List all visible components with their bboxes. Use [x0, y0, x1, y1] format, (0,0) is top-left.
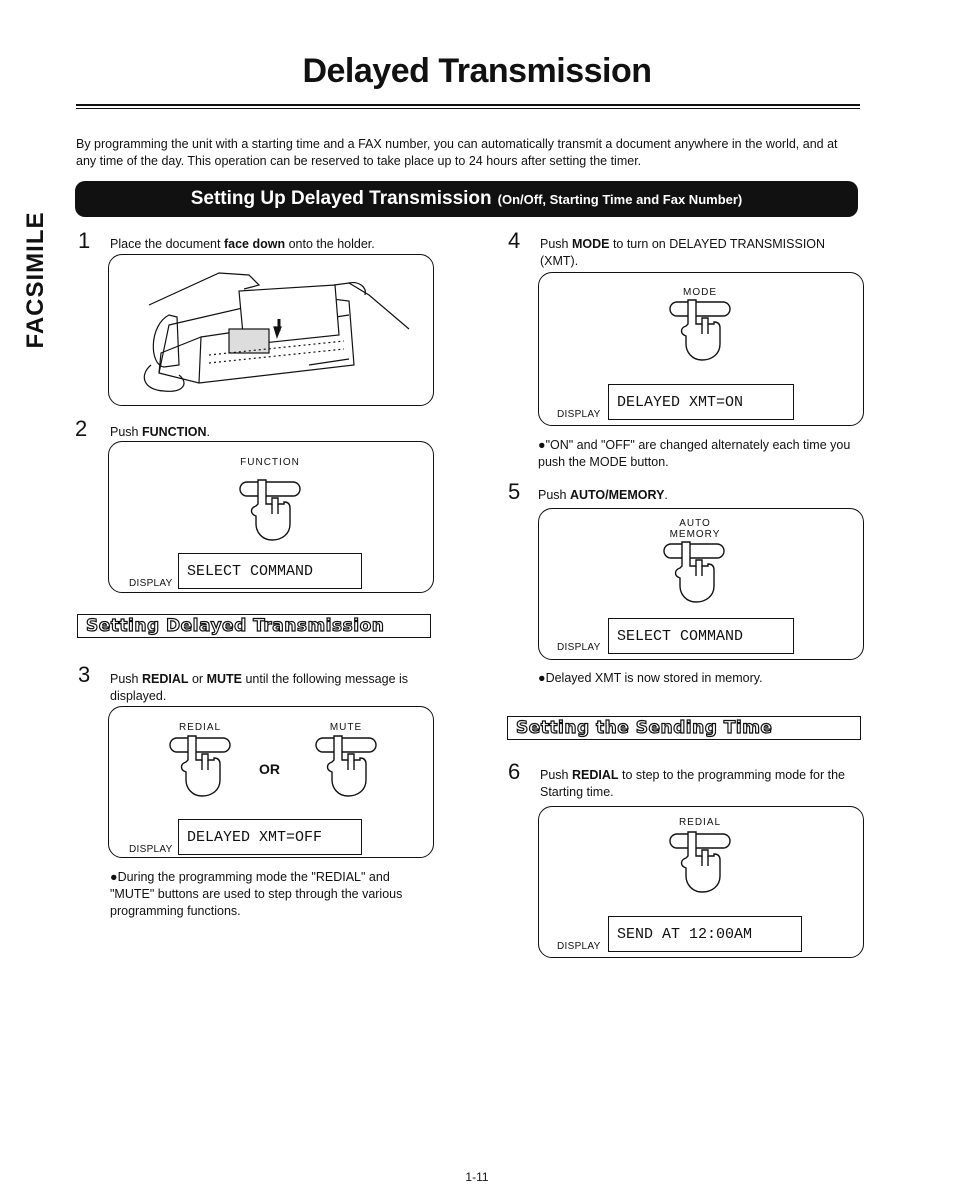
finger-press-icon — [308, 730, 388, 802]
title-rule — [76, 104, 860, 106]
redial-button-label: REDIAL — [178, 722, 222, 733]
redial-button-label: REDIAL — [678, 817, 722, 828]
step-4-lcd-display: DELAYED XMT=ON — [608, 384, 794, 420]
banner-subtitle: (On/Off, Starting Time and Fax Number) — [497, 191, 743, 207]
step-4-note: ●"ON" and "OFF" are changed alternately each time you push the MODE button. — [538, 438, 851, 469]
side-tab — [18, 200, 54, 360]
step-6-number: 6 — [508, 759, 521, 784]
mode-button-label: MODE — [683, 287, 717, 298]
section-banner — [75, 181, 858, 217]
step-5-number: 5 — [508, 479, 521, 504]
step-2-number: 2 — [75, 416, 88, 441]
step-3-lcd-display: DELAYED XMT=OFF — [178, 819, 362, 855]
step-1-illustration-box — [108, 254, 434, 406]
step-5-display-label: DISPLAY — [557, 642, 601, 653]
step-6-display-label: DISPLAY — [557, 941, 601, 952]
step-4-number: 4 — [508, 228, 521, 253]
step-2-lcd-display: SELECT COMMAND — [178, 553, 362, 589]
mute-button-label: MUTE — [329, 722, 363, 733]
finger-press-icon — [656, 536, 736, 608]
fax-machine-illustration — [109, 255, 433, 405]
section-header-setting-sending-time: Setting the Sending Time — [507, 716, 861, 740]
step-3-text: Push REDIAL or MUTE until the following message is displayed. — [110, 672, 409, 703]
step-2-text: Push FUNCTION. — [110, 425, 211, 439]
title-rule-thin — [76, 108, 860, 109]
step-5-text: Push AUTO/MEMORY. — [538, 488, 668, 502]
section-header-setting-delayed-transmission: Setting Delayed Transmission — [77, 614, 431, 638]
function-button-label: FUNCTION — [240, 457, 300, 468]
step-6-lcd-display: SEND AT 12:00AM — [608, 916, 802, 952]
finger-press-icon — [162, 730, 242, 802]
finger-press-icon — [662, 826, 742, 898]
step-3-number: 3 — [78, 662, 91, 687]
step-3-display-label: DISPLAY — [129, 844, 173, 855]
page-number: 1-11 — [465, 1170, 489, 1184]
or-label: OR — [259, 761, 280, 777]
page-title: Delayed Transmission — [302, 52, 652, 90]
intro-paragraph: By programming the unit with a starting time and a FAX number, you can automatically transmit a document anywhere in the world, and at any time of the day. This operation can be reserved to take place up to 24 hours after setting the timer. — [76, 137, 838, 168]
step-1-text: Place the document face down onto the holder. — [110, 237, 375, 251]
step-6-text: Push REDIAL to step to the programming mode for the Starting time. — [540, 768, 846, 799]
finger-press-icon — [232, 474, 312, 546]
banner-title: Setting Up Delayed Transmission — [190, 188, 492, 209]
step-5-lcd-display: SELECT COMMAND — [608, 618, 794, 654]
auto-memory-button-label: AUTO MEMORY — [669, 518, 721, 540]
step-1-number: 1 — [78, 228, 91, 253]
step-5-note: ●Delayed XMT is now stored in memory. — [538, 671, 763, 685]
finger-press-icon — [662, 294, 742, 366]
step-4-display-label: DISPLAY — [557, 409, 601, 420]
side-tab-label: FACSIMILE — [22, 211, 49, 349]
step-4-text: Push MODE to turn on DELAYED TRANSMISSION (XMT). — [540, 237, 826, 268]
step-2-display-label: DISPLAY — [129, 578, 173, 589]
step-3-note: ●During the programming mode the "REDIAL" and "MUTE" buttons are used to step through the various programming functions. — [110, 870, 403, 918]
